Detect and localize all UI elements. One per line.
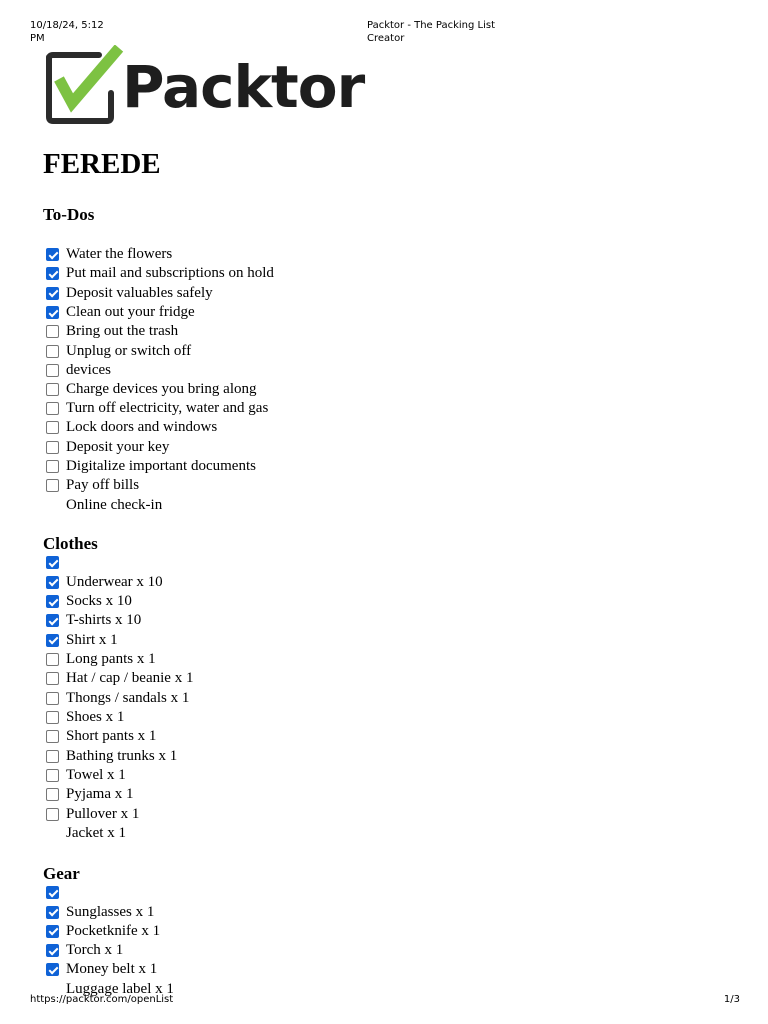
item-label: Towel x 1 xyxy=(66,767,126,783)
item-label: Pocketknife x 1 xyxy=(66,922,161,939)
item-label: Water the flowers xyxy=(66,246,173,262)
checkbox[interactable] xyxy=(46,653,59,666)
logo-wordmark: Packtor xyxy=(122,53,365,121)
checkbox[interactable] xyxy=(46,634,59,647)
checkbox[interactable] xyxy=(46,614,59,627)
item-label: Charge devices you bring along xyxy=(66,381,257,397)
checkbox[interactable] xyxy=(46,963,59,976)
checkbox[interactable] xyxy=(46,711,59,724)
item-label: Luggage label x 1 xyxy=(66,980,174,997)
checkbox[interactable] xyxy=(46,595,59,608)
checkbox[interactable] xyxy=(46,441,59,454)
checkbox[interactable] xyxy=(46,479,59,492)
item-label: Put mail and subscriptions on hold xyxy=(66,265,274,281)
item-label: Turn off electricity, water and gas xyxy=(66,400,269,416)
checkbox[interactable] xyxy=(46,925,59,938)
checkbox[interactable] xyxy=(46,556,59,569)
checkbox[interactable] xyxy=(46,730,59,743)
section-title-clothes: Clothes xyxy=(43,534,98,553)
checkbox[interactable] xyxy=(46,402,59,415)
checkbox[interactable] xyxy=(46,788,59,801)
list-title: FEREDE xyxy=(43,148,161,180)
checkbox[interactable] xyxy=(46,886,59,899)
item-label: Digitalize important documents xyxy=(66,458,256,474)
item-label: Short pants x 1 xyxy=(66,728,157,744)
item-label: Underwear x 10 xyxy=(66,573,163,590)
item-label: Pay off bills xyxy=(66,477,140,493)
item-label: Jacket x 1 xyxy=(66,825,126,841)
print-date: 10/18/24, 5:12 PM xyxy=(30,20,104,44)
checkbox-logo-icon xyxy=(43,45,125,127)
checkbox[interactable] xyxy=(46,248,59,261)
item-label: Shirt x 1 xyxy=(66,631,118,648)
item-label: Deposit valuables safely xyxy=(66,284,213,301)
print-page-number: 1/3 xyxy=(723,994,740,1005)
checkbox[interactable] xyxy=(46,769,59,782)
print-url: https://packtor.com/openList xyxy=(30,994,174,1005)
checkbox[interactable] xyxy=(46,325,59,338)
checkbox[interactable] xyxy=(46,364,59,377)
item-label: Hat / cap / beanie x 1 xyxy=(66,670,194,686)
checkbox[interactable] xyxy=(46,383,59,396)
checkbox[interactable] xyxy=(46,672,59,685)
item-label: Unplug or switch off xyxy=(66,342,192,359)
checkbox[interactable] xyxy=(46,287,59,300)
checkbox[interactable] xyxy=(46,345,59,358)
checkbox[interactable] xyxy=(46,944,59,957)
print-page-title: Packtor - The Packing List Creator xyxy=(367,20,496,44)
item-label: Pullover x 1 xyxy=(66,805,140,822)
item-label: Socks x 10 xyxy=(66,593,132,609)
checkbox[interactable] xyxy=(46,808,59,821)
checkbox[interactable] xyxy=(46,306,59,319)
section-title-gear: Gear xyxy=(43,864,80,883)
checkbox[interactable] xyxy=(46,421,59,434)
item-label: Torch x 1 xyxy=(66,942,124,958)
section-gear xyxy=(43,863,443,997)
item-label: Shoes x 1 xyxy=(66,709,125,725)
item-label: Pyjama x 1 xyxy=(66,786,134,802)
section-todos xyxy=(43,204,443,513)
item-label: devices xyxy=(66,361,111,378)
item-label: Sunglasses x 1 xyxy=(66,903,155,920)
item-label: Bring out the trash xyxy=(66,323,179,339)
checkbox[interactable] xyxy=(46,750,59,763)
checkbox[interactable] xyxy=(46,692,59,705)
item-label: T-shirts x 10 xyxy=(66,612,142,628)
item-label: Online check-in xyxy=(66,496,163,513)
checkbox[interactable] xyxy=(46,460,59,473)
item-label: Bathing trunks x 1 xyxy=(66,747,178,764)
packtor-logo[interactable] xyxy=(43,45,363,125)
item-label: Clean out your fridge xyxy=(66,304,195,320)
item-label: Thongs / sandals x 1 xyxy=(66,689,190,706)
section-clothes xyxy=(43,533,443,841)
checkbox[interactable] xyxy=(46,267,59,280)
item-label: Long pants x 1 xyxy=(66,651,156,667)
section-title-todos: To-Dos xyxy=(43,205,95,224)
item-label: Deposit your key xyxy=(66,438,170,455)
item-label: Lock doors and windows xyxy=(66,419,218,435)
item-label: Money belt x 1 xyxy=(66,961,158,977)
checkbox[interactable] xyxy=(46,576,59,589)
checkbox[interactable] xyxy=(46,906,59,919)
